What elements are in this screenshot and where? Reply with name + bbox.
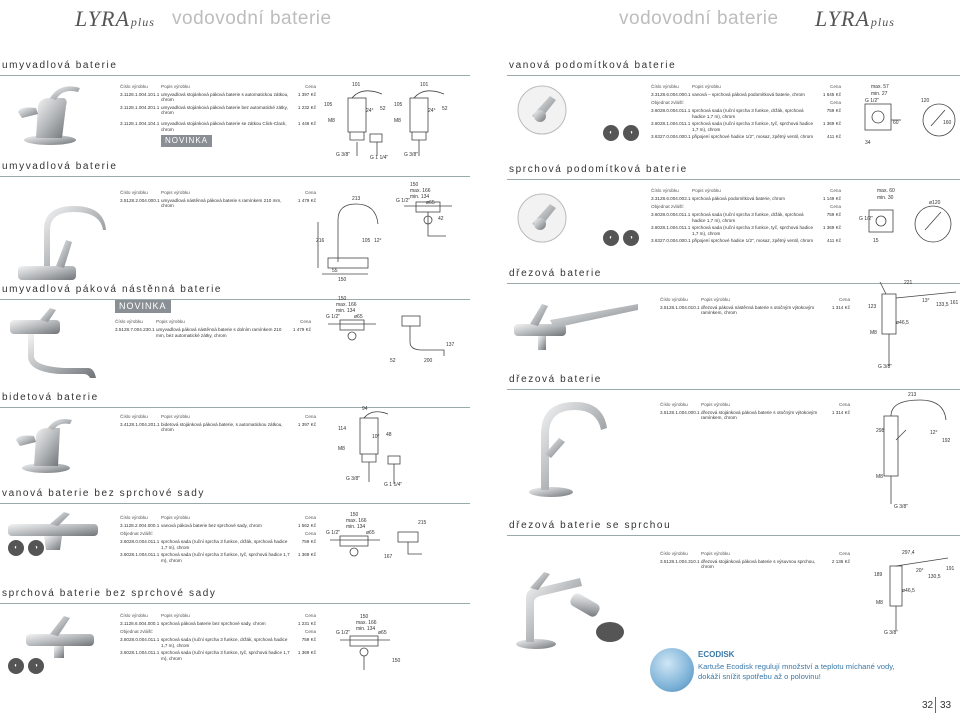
svg-text:55: 55 bbox=[332, 268, 338, 274]
svg-text:min. 134: min. 134 bbox=[336, 308, 356, 314]
svg-text:150: 150 bbox=[338, 296, 347, 302]
svg-text:G 1/2": G 1/2" bbox=[326, 314, 341, 320]
table-row: 3.5128.1.004.000.1 dřezová stojánková páková baterie s otočným výtokovým ramínkem, chrom 1 314 Kč bbox=[660, 409, 850, 421]
table-row: 3.5128.1.004.310.1 dřezová stojánková páková baterie s výsuvnou sprchou, chrom 2 136 Kč bbox=[660, 558, 850, 570]
svg-text:167: 167 bbox=[384, 554, 393, 560]
svg-text:G 3/8": G 3/8" bbox=[336, 152, 351, 158]
product-table-bidet: Číslo výrobku Popis výrobku Cena 3.4128.1.004.201.1 bidetová stojánková páková baterie, s automatickou zátkou, chrom 1 397 Kč bbox=[120, 414, 316, 433]
svg-text:M8: M8 bbox=[876, 474, 883, 480]
svg-text:max. 166: max. 166 bbox=[410, 188, 431, 194]
svg-text:34: 34 bbox=[865, 140, 871, 146]
technical-drawing-11 bbox=[860, 274, 960, 370]
svg-text:192: 192 bbox=[942, 438, 951, 444]
table-row: 3.1128.6.004.000.1 sprchová páková baterie bez sprchové sady, chrom 1 231 Kč bbox=[120, 620, 316, 626]
svg-text:ø65: ø65 bbox=[366, 530, 375, 536]
product-table-umyv-nast: NOVINKA Číslo výrobku Popis výrobku Cena 3.5128.7.004.230.1 umyvadlová páková nástěnná baterie s dolním ramínkem 210 mm, bez automatické zátky, chrom 1 479 Kč bbox=[115, 301, 311, 338]
product-table-umyv2: Číslo výrobku Popis výrobku Cena 3.5128.2.004.000.1 umyvadlová nástěnná páková baterie s ramínkem 210 mm, chrom 1 479 Kč bbox=[120, 190, 316, 209]
svg-text:150: 150 bbox=[410, 182, 419, 188]
product-table-sprcha-bez: Číslo výrobku Popis výrobku Cena 3.1128.6.004.000.1 sprchová páková baterie bez sprchové sady, chrom 1 231 Kč Objednat zvlášť: Cena 3.6028.0.004.011.1 sprchová sada (ruční sprcha 3 funkce, držák, sprchová hadice 1,7 m), chrom 759 Kč 3.6028.1.004.011.1 sprchová sada (ruční sprcha 3 funkce, tyč, sprchová hadice 1,7 m), chrom 1 369 Kč bbox=[120, 613, 316, 661]
svg-text:G 1/2": G 1/2" bbox=[865, 98, 880, 104]
svg-text:max. 57: max. 57 bbox=[871, 84, 889, 90]
table-row: 3.6028.1.004.011.1 sprchová sada (ruční sprcha 3 funkce, tyč, sprchová hadice 1,7 m), chrom 1 369 Kč bbox=[120, 649, 316, 661]
svg-text:ø65: ø65 bbox=[426, 200, 435, 206]
svg-text:G 3/8": G 3/8" bbox=[894, 504, 909, 510]
svg-text:G 3/8": G 3/8" bbox=[404, 152, 419, 158]
table-row: 3.6028.1.004.011.1 sprchová sada (ruční sprcha 3 funkce, tyč, sprchová hadice 1,7 m), chrom 1 369 Kč bbox=[651, 224, 841, 236]
section-title-vana-pod: vanová podomítková baterie bbox=[509, 60, 677, 71]
page-number-left: 32 bbox=[922, 700, 934, 711]
svg-text:G 1/2": G 1/2" bbox=[336, 630, 351, 636]
product-photo-sink-wall-mixer bbox=[510, 290, 640, 366]
technical-drawing-8 bbox=[336, 614, 420, 680]
product-table-vana-bez: Číslo výrobku Popis výrobku Cena 3.1128.2.004.000.1 vanová páková baterie bez sprchové sady, chrom 1 562 Kč Objednat zvlášť: Cena 3.6028.0.004.011.1 sprchová sada (ruční sprcha 3 funkce, držák, sprchová hadice 1,7 m), chrom 759 Kč 3.6028.1.004.011.1 sprchová sada (ruční sprcha 3 funkce, tyč, sprchová hadice 1,7 m), chrom 1 369 Kč bbox=[120, 515, 316, 563]
svg-text:105: 105 bbox=[394, 102, 403, 108]
shower-rail-icon: ◑ bbox=[28, 658, 44, 674]
svg-text:max. 166: max. 166 bbox=[346, 518, 367, 524]
shower-rail-icon: ◑ bbox=[623, 230, 639, 246]
novinka-badge: NOVINKA bbox=[115, 300, 171, 313]
section-title-drez-sprcha: dřezová baterie se sprchou bbox=[509, 520, 672, 531]
brand-logo-right: LYRAplus bbox=[815, 6, 895, 31]
section-title-umyv2: umyvadlová baterie bbox=[2, 161, 118, 172]
technical-drawing-13 bbox=[872, 546, 958, 636]
section-title-umyv-nast: umyvadlová páková nástěnná baterie bbox=[2, 284, 223, 295]
svg-text:94: 94 bbox=[362, 406, 368, 412]
product-photo-sink-pullout-mixer bbox=[510, 540, 630, 652]
page-number-right: 33 bbox=[940, 700, 952, 711]
section-title-umyv1: umyvadlová baterie bbox=[2, 60, 118, 71]
table-row: 3.1128.1.004.101.1 umyvadlová stojánková páková baterie s automatickou zátkou, chrom 1 397 Kč bbox=[120, 91, 316, 103]
svg-text:216: 216 bbox=[316, 238, 325, 244]
product-photo-basin-mixer bbox=[6, 78, 94, 148]
technical-drawing-2 bbox=[392, 80, 462, 160]
technical-drawing-4 bbox=[396, 180, 466, 260]
svg-text:min. 134: min. 134 bbox=[410, 194, 430, 200]
technical-drawing-3 bbox=[316, 182, 400, 282]
svg-text:M8: M8 bbox=[394, 118, 401, 124]
svg-text:101: 101 bbox=[352, 82, 361, 88]
svg-text:ø120: ø120 bbox=[929, 200, 941, 206]
svg-text:G 1/2": G 1/2" bbox=[396, 198, 411, 204]
svg-text:221: 221 bbox=[904, 280, 913, 286]
page-header bbox=[0, 0, 960, 40]
table-row: 3.6028.0.004.011.1 sprchová sada (ruční sprcha 3 funkce, držák, sprchová hadice 1,7 m), chrom 759 Kč bbox=[120, 538, 316, 550]
svg-text:12°: 12° bbox=[930, 430, 938, 436]
table-row: 3.1128.2.004.000.1 vanová páková baterie bez sprchové sady, chrom 1 562 Kč bbox=[120, 522, 316, 528]
svg-text:ø65: ø65 bbox=[354, 314, 363, 320]
section-title-sprcha-pod: sprchová podomítková baterie bbox=[509, 164, 688, 175]
svg-text:ø65: ø65 bbox=[378, 630, 387, 636]
product-photo-sink-mixer bbox=[515, 394, 615, 500]
svg-text:213: 213 bbox=[908, 392, 917, 398]
svg-text:M8: M8 bbox=[876, 600, 883, 606]
product-table-umyv1: Číslo výrobku Popis výrobku Cena 3.1128.1.004.101.1 umyvadlová stojánková páková baterie s automatickou zátkou, chrom 1 397 Kč 3.1128.1.004.201.1 umyvadlová stojánková páková baterie bez automatické zátky, chrom 1 232 Kč 3.1128.1.004.104.1 umyvadlová stojánková páková baterie se zátkou Click-Clack, chrom NOVINKA 1 446 Kč bbox=[120, 84, 316, 145]
svg-text:12°: 12° bbox=[374, 238, 382, 244]
product-photo-wall-lever-mixer bbox=[4, 306, 114, 388]
svg-text:200: 200 bbox=[424, 358, 433, 364]
svg-text:10°: 10° bbox=[372, 434, 380, 440]
svg-text:M8: M8 bbox=[338, 446, 345, 452]
svg-text:42: 42 bbox=[438, 216, 444, 222]
product-photo-concealed-shower-mixer bbox=[510, 190, 574, 246]
svg-text:150: 150 bbox=[360, 614, 369, 620]
svg-text:215: 215 bbox=[418, 520, 427, 526]
section-divider bbox=[0, 503, 470, 504]
brand-logo-left: LYRAplus bbox=[75, 6, 155, 31]
shower-set-icon: ◐ bbox=[8, 658, 24, 674]
technical-drawing-10 bbox=[845, 184, 957, 256]
section-divider bbox=[0, 75, 470, 76]
svg-text:max. 166: max. 166 bbox=[356, 620, 377, 626]
svg-text:137: 137 bbox=[446, 342, 455, 348]
svg-text:52: 52 bbox=[390, 358, 396, 364]
svg-text:min. 30: min. 30 bbox=[877, 195, 894, 201]
novinka-badge: NOVINKA bbox=[161, 135, 212, 147]
table-row: 3.4128.1.004.201.1 bidetová stojánková páková baterie, s automatickou zátkou, chrom 1 397 Kč bbox=[120, 421, 316, 433]
svg-text:G 1/2": G 1/2" bbox=[859, 216, 874, 222]
section-divider bbox=[507, 179, 960, 180]
technical-drawing-12 bbox=[860, 390, 960, 510]
product-photo-concealed-bath-mixer bbox=[510, 82, 574, 138]
svg-text:213: 213 bbox=[352, 196, 361, 202]
page-number-divider bbox=[935, 697, 936, 713]
technical-drawing-5 bbox=[326, 296, 466, 366]
svg-text:191: 191 bbox=[946, 566, 955, 572]
table-row: 3.6028.1.004.011.1 sprchová sada (ruční sprcha 3 funkce, tyč, sprchová hadice 1,7 m), chrom 1 369 Kč bbox=[651, 120, 841, 132]
svg-text:max. 166: max. 166 bbox=[336, 302, 357, 308]
svg-text:G 1 1/4": G 1 1/4" bbox=[384, 482, 403, 488]
section-divider bbox=[0, 603, 470, 604]
svg-text:15: 15 bbox=[873, 238, 879, 244]
product-table-vana-pod: Číslo výrobku Popis výrobku Cena 3.3128.6.004.000.1 vanová – sprchová páková podomítková baterie, chrom 1 645 Kč Objednat zvlášť: Cena 3.6028.0.004.011.1 sprchová sada (ruční sprcha 3 funkce, držák, sprchová hadice 1,7 m), chrom 759 Kč 3.6028.1.004.011.1 sprchová sada (ruční sprcha 3 funkce, tyč, sprchová hadice 1,7 m), chrom 1 369 Kč 3.6327.0.004.000.1 připojení sprchové hadice 1/2", mosaz, zpětný ventil, chrom 411 Kč bbox=[651, 84, 841, 139]
table-row: 3.6327.0.004.000.1 připojení sprchové hadice 1/2", mosaz, zpětný ventil, chrom 411 Kč bbox=[651, 133, 841, 139]
ecodisk-text: Kartuše Ecodisk regulují množství a teplotu míchané vody, dokáží snížit spotřebu až o polovinu! bbox=[698, 662, 895, 682]
shower-set-icon: ◐ bbox=[8, 540, 24, 556]
table-row: 3.6028.0.004.011.1 sprchová sada (ruční sprcha 3 funkce, držák, sprchová hadice 1,7 m), chrom 759 Kč bbox=[120, 636, 316, 648]
section-title-drez2: dřezová baterie bbox=[509, 374, 602, 385]
svg-text:max. 60: max. 60 bbox=[877, 188, 895, 194]
product-photo-wall-basin-mixer bbox=[4, 200, 114, 290]
technical-drawing-6 bbox=[336, 404, 436, 488]
svg-text:297,4: 297,4 bbox=[902, 550, 915, 556]
svg-text:24°: 24° bbox=[428, 108, 436, 114]
svg-text:130,5: 130,5 bbox=[928, 574, 941, 580]
product-photo-bidet-mixer bbox=[6, 410, 92, 476]
svg-text:G 1 1/4": G 1 1/4" bbox=[370, 155, 389, 160]
svg-text:G 3/8": G 3/8" bbox=[878, 364, 893, 370]
svg-text:160: 160 bbox=[943, 120, 952, 126]
svg-text:150: 150 bbox=[392, 658, 401, 664]
section-divider bbox=[0, 176, 470, 177]
svg-text:min. 134: min. 134 bbox=[346, 524, 366, 530]
product-table-drez2: Číslo výrobku Popis výrobku Cena 3.5128.1.004.000.1 dřezová stojánková páková baterie s otočným výtokovým ramínkem, chrom 1 314 Kč bbox=[660, 402, 850, 421]
svg-text:G 3/8": G 3/8" bbox=[884, 630, 899, 636]
svg-text:M8: M8 bbox=[870, 330, 877, 336]
svg-text:13°: 13° bbox=[922, 298, 930, 304]
section-divider bbox=[507, 535, 960, 536]
svg-text:161: 161 bbox=[950, 300, 959, 306]
svg-text:min. 27: min. 27 bbox=[871, 91, 888, 97]
table-row: 3.3128.6.004.002.1 sprchová páková podomítková baterie, chrom 1 149 Kč bbox=[651, 195, 841, 201]
section-divider bbox=[507, 75, 960, 76]
shower-set-icon: ◐ bbox=[603, 125, 619, 141]
shower-rail-icon: ◑ bbox=[28, 540, 44, 556]
table-row: 3.6028.1.004.011.1 sprchová sada (ruční sprcha 3 funkce, tyč, sprchová hadice 1,7 m), chrom 1 369 Kč bbox=[120, 551, 316, 563]
table-row: 3.5128.1.004.010.1 dřezová páková nástěnná baterie s otočným výtokovým ramínkem, chrom 1 314 Kč bbox=[660, 304, 850, 316]
table-row: 3.6028.0.004.011.1 sprchová sada (ruční sprcha 3 funkce, držák, sprchová hadice 1,7 m), chrom 759 Kč bbox=[651, 107, 841, 119]
svg-text:105: 105 bbox=[324, 102, 333, 108]
table-row: 3.1128.1.004.201.1 umyvadlová stojánková páková baterie bez automatické zátky, chrom 1 232 Kč bbox=[120, 104, 316, 116]
shower-rail-icon: ◑ bbox=[623, 125, 639, 141]
product-table-sprcha-pod: Číslo výrobku Popis výrobku Cena 3.3128.6.004.002.1 sprchová páková podomítková baterie, chrom 1 149 Kč Objednat zvlášť: Cena 3.6028.0.004.011.1 sprchová sada (ruční sprcha 3 funkce, držák, sprchová hadice 1,7 m), chrom 759 Kč 3.6028.1.004.011.1 sprchová sada (ruční sprcha 3 funkce, tyč, sprchová hadice 1,7 m), chrom 1 369 Kč 3.6327.0.004.000.1 připojení sprchové hadice 1/2", mosaz, zpětný ventil, chrom 411 Kč bbox=[651, 188, 841, 243]
table-row: 3.6327.0.004.000.1 připojení sprchové hadice 1/2", mosaz, zpětný ventil, chrom 411 Kč bbox=[651, 237, 841, 243]
table-row: 3.5128.7.004.230.1 umyvadlová páková nástěnná baterie s dolním ramínkem 210 mm, bez automatické zátky, chrom 1 479 Kč bbox=[115, 326, 311, 338]
page-title-left: vodovodní baterie bbox=[172, 8, 332, 29]
svg-text:52: 52 bbox=[380, 106, 386, 112]
svg-text:G 3/8": G 3/8" bbox=[346, 476, 361, 482]
product-table-drez1: Číslo výrobku Popis výrobku Cena 3.5128.1.004.010.1 dřezová páková nástěnná baterie s otočným výtokovým ramínkem, chrom 1 314 Kč bbox=[660, 297, 850, 316]
table-row: 3.3128.6.004.000.1 vanová – sprchová páková podomítková baterie, chrom 1 645 Kč bbox=[651, 91, 841, 97]
table-row: 3.5128.2.004.000.1 umyvadlová nástěnná páková baterie s ramínkem 210 mm, chrom 1 479 Kč bbox=[120, 197, 316, 209]
svg-text:ø46,5: ø46,5 bbox=[902, 588, 915, 594]
svg-text:M8: M8 bbox=[328, 118, 335, 124]
svg-text:120: 120 bbox=[921, 98, 930, 104]
svg-text:189: 189 bbox=[874, 572, 883, 578]
svg-text:G 1/2": G 1/2" bbox=[326, 530, 341, 536]
svg-text:150: 150 bbox=[350, 512, 359, 518]
svg-text:ø46,5: ø46,5 bbox=[896, 320, 909, 326]
technical-drawing-7 bbox=[326, 510, 442, 580]
svg-text:48: 48 bbox=[386, 432, 392, 438]
table-row: 3.1128.1.004.104.1 umyvadlová stojánková páková baterie se zátkou Click-Clack, chrom NOVINKA 1 446 Kč bbox=[120, 121, 316, 145]
svg-text:133,5: 133,5 bbox=[936, 302, 949, 308]
svg-text:20°: 20° bbox=[916, 568, 924, 574]
technical-drawing-1 bbox=[322, 80, 392, 160]
svg-text:24°: 24° bbox=[366, 108, 374, 114]
svg-text:105: 105 bbox=[362, 238, 371, 244]
ecodisk-cartridge-icon bbox=[650, 648, 694, 692]
svg-text:123: 123 bbox=[868, 304, 877, 310]
section-title-bidet: bidetová baterie bbox=[2, 392, 99, 403]
svg-text:150: 150 bbox=[338, 277, 347, 282]
section-title-drez1: dřezová baterie bbox=[509, 268, 602, 279]
svg-text:52: 52 bbox=[442, 106, 448, 112]
svg-text:298: 298 bbox=[876, 428, 885, 434]
technical-drawing-9 bbox=[845, 80, 957, 152]
svg-text:114: 114 bbox=[338, 426, 346, 432]
section-title-vana-bez: vanová baterie bez sprchové sady bbox=[2, 488, 205, 499]
svg-text:60: 60 bbox=[893, 120, 899, 126]
svg-text:min. 134: min. 134 bbox=[356, 626, 376, 632]
table-row: 3.6028.0.004.011.1 sprchová sada (ruční sprcha 3 funkce, držák, sprchová hadice 1,7 m), chrom 759 Kč bbox=[651, 211, 841, 223]
shower-set-icon: ◐ bbox=[603, 230, 619, 246]
page-title-right: vodovodní baterie bbox=[619, 8, 779, 29]
section-title-sprcha-bez: sprchová baterie bez sprchové sady bbox=[2, 588, 217, 599]
product-table-drez-sprcha: Číslo výrobku Popis výrobku Cena 3.5128.1.004.310.1 dřezová stojánková páková baterie s výsuvnou sprchou, chrom 2 136 Kč bbox=[660, 551, 850, 570]
svg-text:101: 101 bbox=[420, 82, 429, 88]
ecodisk-title: ECODISK bbox=[698, 650, 735, 659]
